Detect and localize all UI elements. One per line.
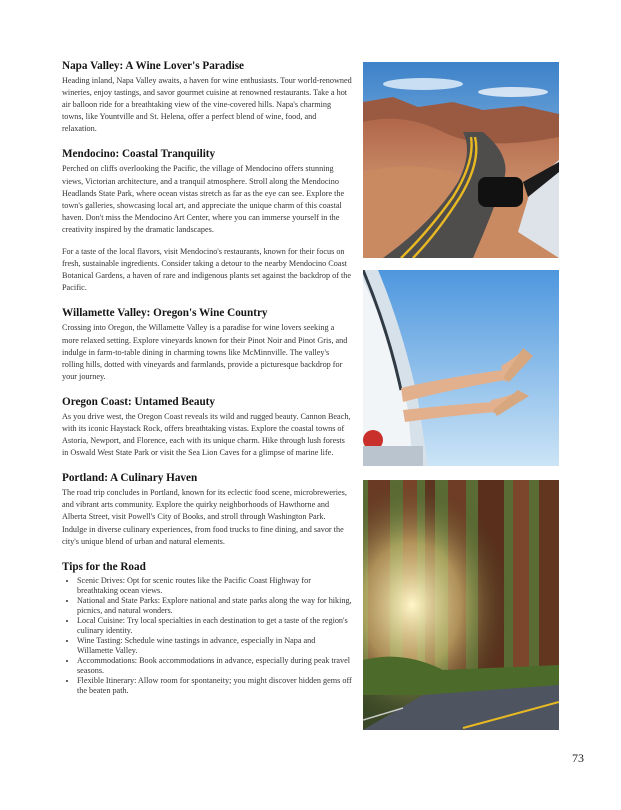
section-body: Crossing into Oregon, the Willamette Valley is a paradise for wine lovers seeking a more relaxed setting. Explore vineyards known for their Pinot Noir and Pinot Gris, and indulge in farm-to-table dining in charming towns like McMinnville. The valley's rolling hills, dotted with vineyards and farmlands, provide a picturesque backdrop for your journey.: [62, 323, 348, 381]
feet-window-image: [363, 270, 559, 466]
feet-window-photo: [363, 270, 559, 466]
section-body: Heading inland, Napa Valley awaits, a haven for wine enthusiasts. Tour world-renowned wineries, enjoy tastings, and savor gourmet cuisine at renowned restaurants. Take a hot air balloon ride for a breathtaking view of the vine-covered hills. Napa's charming towns, like Yountville and St. Helena, offer a perfect blend of wine, food, and relaxation.: [62, 76, 352, 134]
section-oregon-coast: [62, 395, 352, 459]
tip-item: • Wine Tasting: Schedule wine tastings in advance, especially in Napa and Willamette Valley.: [77, 636, 352, 656]
section-heading: Mendocino: Coastal Tranquility: [62, 148, 216, 161]
section-mendocino: [62, 147, 352, 294]
section-body-extra: For a taste of the local flavors, visit Mendocino's restaurants, known for their focus on fresh, sustainable ingredients. Consider taking a detour to the nearby Mendocino Coast Botanical Gardens, a haven of rare and indigenous plants set against the backdrop of the Pacific.: [62, 247, 351, 293]
article-text-column: [62, 59, 352, 708]
section-body: Perched on cliffs overlooking the Pacific, the village of Mendocino offers stunning views, Victorian architecture, and a tranquil atmosphere. Stroll along the Mendocino Headlands State Park, where ocean vistas stretch as far as the eye can see. Explore the town's galleries, showcasing local art, and appreciate the unique charm of this coastal haven. Don't miss the Mendocino Art Center, where you can immerse yourself in the creativity inspired by the dramatic landscapes.: [62, 164, 345, 234]
desert-road-photo: [363, 62, 559, 258]
section-heading: Portland: A Culinary Haven: [62, 472, 198, 485]
section-heading: Oregon Coast: Untamed Beauty: [62, 395, 215, 408]
tip-item: • Accommodations: Book accommodations in advance, especially during peak travel seasons.: [77, 656, 352, 676]
section-napa: [62, 59, 352, 135]
section-body: As you drive west, the Oregon Coast reveals its wild and rugged beauty. Cannon Beach, with its iconic Haystack Rock, offers breathtaking vistas. Explore the coastal towns of Astoria, Newport, and Florence, each with its unique charm. Hike through lush forests in Oswald West State Park or visit the Sea Lion Caves for a glimpse of marine life.: [62, 411, 351, 458]
page-number: 73: [572, 751, 584, 765]
redwood-road-photo: [363, 480, 559, 730]
redwood-road-image: [363, 480, 559, 730]
tip-item: • Scenic Drives: Opt for scenic routes like the Pacific Coast Highway for breathtaking ocean views.: [77, 576, 352, 596]
section-body: The road trip concludes in Portland, known for its eclectic food scene, microbreweries, and vibrant arts community. Explore the quirky neighborhoods of Hawthorne and Alberta Street, visit Powell's City of Books, and stroll through Washington Park. Indulge in diverse culinary experiences, from food trucks to fine dining, and savor the city's unique blend of urban and natural elements.: [62, 488, 347, 546]
tip-item: • Local Cuisine: Try local specialties in each destination to get a taste of the region's culinary identity.: [77, 616, 352, 636]
section-heading: Napa Valley: A Wine Lover's Paradise: [62, 60, 245, 72]
tip-item: • Flexible Itinerary: Allow room for spontaneity; you might discover hidden gems off the beaten path.: [77, 676, 352, 696]
desert-road-image: [363, 62, 559, 258]
tip-item: • National and State Parks: Explore national and state parks along the way for hiking, picnics, and natural wonders.: [77, 596, 352, 616]
tips-heading: Tips for the Road: [62, 560, 146, 573]
tips-list: [62, 576, 352, 696]
section-tips: [62, 560, 352, 696]
section-willamette: [62, 306, 352, 382]
section-portland: [62, 471, 352, 547]
section-heading: Willamette Valley: Oregon's Wine Country: [62, 307, 268, 320]
